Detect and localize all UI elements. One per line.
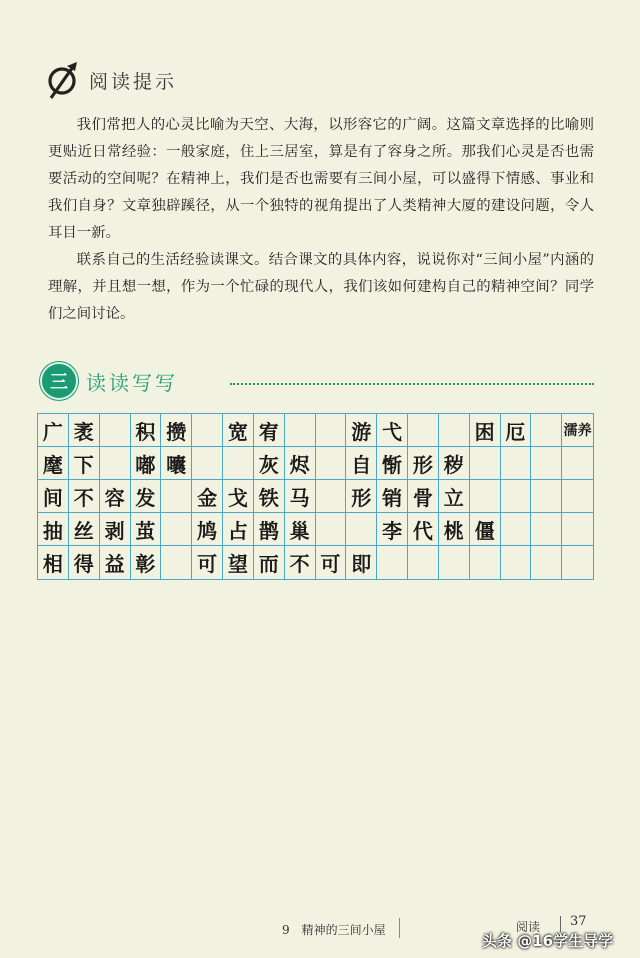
grid-cell: 濡养 bbox=[562, 414, 593, 447]
grid-cell bbox=[408, 414, 439, 447]
grid-cell: 容 bbox=[100, 480, 131, 513]
footer-divider bbox=[399, 918, 400, 938]
section-number-badge: 三 bbox=[40, 362, 78, 400]
grid-cell bbox=[501, 546, 532, 579]
grid-cell: 占 bbox=[223, 513, 254, 546]
reading-hint-paragraph-2: 联系自己的生活经验读课文。结合课文的具体内容，说说你对“三间小屋”内涵的理解，并且想一想，作为一个忙碌的现代人，我们该如何建构自己的精神空间？同学们之间讨论。 bbox=[48, 252, 594, 322]
reading-hint-title: 阅读提示 bbox=[89, 70, 178, 93]
grid-cell bbox=[316, 414, 347, 447]
grid-cell bbox=[562, 546, 593, 579]
grid-cell: 骨 bbox=[408, 480, 439, 513]
grid-cell: 宽 bbox=[223, 414, 254, 447]
grid-cell: 巢 bbox=[285, 513, 316, 546]
grid-cell bbox=[439, 414, 470, 447]
grid-cell: 不 bbox=[69, 480, 100, 513]
grid-cell: 相 bbox=[38, 546, 69, 579]
grid-cell: 得 bbox=[69, 546, 100, 579]
grid-cell bbox=[562, 513, 593, 546]
grid-cell: 发 bbox=[131, 480, 162, 513]
grid-cell: 益 bbox=[100, 546, 131, 579]
grid-cell: 广 bbox=[38, 414, 69, 447]
grid-cell: 立 bbox=[439, 480, 470, 513]
watermark: 头条 @16学生导学 bbox=[482, 932, 614, 950]
grid-cell: 下 bbox=[69, 447, 100, 480]
grid-cell bbox=[161, 513, 192, 546]
grid-cell: 可 bbox=[316, 546, 347, 579]
grid-cell: 自 bbox=[346, 447, 377, 480]
reading-hint-body bbox=[48, 112, 594, 328]
grid-cell bbox=[439, 546, 470, 579]
vocabulary-grid bbox=[37, 413, 594, 580]
grid-cell: 厄 bbox=[501, 414, 532, 447]
grid-cell: 铁 bbox=[254, 480, 285, 513]
grid-cell: 袤 bbox=[69, 414, 100, 447]
grid-cell: 金 bbox=[192, 480, 223, 513]
grid-cell: 麾 bbox=[38, 447, 69, 480]
section-divider bbox=[230, 383, 594, 385]
grid-cell: 秽 bbox=[439, 447, 470, 480]
grid-cell bbox=[377, 546, 408, 579]
grid-cell: 间 bbox=[38, 480, 69, 513]
grid-cell: 丝 bbox=[69, 513, 100, 546]
grid-cell: 桃 bbox=[439, 513, 470, 546]
grid-cell: 嘟 bbox=[131, 447, 162, 480]
grid-cell: 困 bbox=[470, 414, 501, 447]
grid-cell bbox=[161, 480, 192, 513]
grid-cell: 茧 bbox=[131, 513, 162, 546]
read-write-header bbox=[40, 362, 178, 400]
grid-cell: 戈 bbox=[223, 480, 254, 513]
grid-cell: 即 bbox=[346, 546, 377, 579]
grid-cell: 彰 bbox=[131, 546, 162, 579]
grid-cell: 马 bbox=[285, 480, 316, 513]
grid-cell: 代 bbox=[408, 513, 439, 546]
footer-lesson-title: 9 精神的三间小屋 bbox=[282, 923, 386, 937]
footer-section-label: 阅读 bbox=[516, 920, 541, 934]
grid-cell bbox=[161, 546, 192, 579]
grid-cell: 囔 bbox=[161, 447, 192, 480]
grid-cell bbox=[562, 480, 593, 513]
grid-cell bbox=[192, 414, 223, 447]
reading-hint-icon bbox=[45, 60, 81, 100]
grid-cell: 攒 bbox=[161, 414, 192, 447]
grid-cell bbox=[285, 414, 316, 447]
grid-cell: 形 bbox=[408, 447, 439, 480]
grid-cell bbox=[501, 513, 532, 546]
grid-cell: 而 bbox=[254, 546, 285, 579]
grid-cell bbox=[223, 447, 254, 480]
grid-cell bbox=[531, 480, 562, 513]
page-number: 37 bbox=[570, 914, 587, 929]
grid-cell bbox=[316, 447, 347, 480]
grid-cell: 抽 bbox=[38, 513, 69, 546]
grid-cell bbox=[470, 480, 501, 513]
grid-cell bbox=[470, 447, 501, 480]
grid-cell: 烬 bbox=[285, 447, 316, 480]
grid-cell: 不 bbox=[285, 546, 316, 579]
grid-cell bbox=[100, 447, 131, 480]
grid-cell bbox=[531, 546, 562, 579]
grid-cell bbox=[100, 414, 131, 447]
grid-cell: 剥 bbox=[100, 513, 131, 546]
grid-cell: 形 bbox=[346, 480, 377, 513]
grid-cell: 惭 bbox=[377, 447, 408, 480]
grid-cell bbox=[531, 513, 562, 546]
grid-cell bbox=[316, 513, 347, 546]
grid-cell: 鸠 bbox=[192, 513, 223, 546]
grid-cell bbox=[531, 414, 562, 447]
grid-cell: 灰 bbox=[254, 447, 285, 480]
grid-cell bbox=[408, 546, 439, 579]
grid-cell: 销 bbox=[377, 480, 408, 513]
grid-cell bbox=[531, 447, 562, 480]
grid-cell bbox=[501, 480, 532, 513]
grid-cell: 望 bbox=[223, 546, 254, 579]
grid-cell: 游 bbox=[346, 414, 377, 447]
grid-cell bbox=[316, 480, 347, 513]
grid-cell bbox=[562, 447, 593, 480]
grid-cell bbox=[192, 447, 223, 480]
reading-hint-header bbox=[45, 60, 177, 100]
grid-cell: 可 bbox=[192, 546, 223, 579]
grid-cell: 鹊 bbox=[254, 513, 285, 546]
grid-cell: 弋 bbox=[377, 414, 408, 447]
grid-cell: 僵 bbox=[470, 513, 501, 546]
grid-cell: 宥 bbox=[254, 414, 285, 447]
reading-hint-paragraph-1: 我们常把人的心灵比喻为天空、大海，以形容它的广阔。这篇文章选择的比喻则更贴近日常经验：一般家庭，住上三居室，算是有了容身之所。那我们心灵是否也需要活动的空间呢？在精神上，我们是否也需要有三间小屋，可以盛得下情感、事业和我们自身？文章独辟蹊径，从一个独特的视角提出了人类精神大厦的建设问题，令人耳目一新。 bbox=[48, 117, 594, 241]
grid-cell: 积 bbox=[131, 414, 162, 447]
grid-cell bbox=[346, 513, 377, 546]
grid-cell bbox=[501, 447, 532, 480]
grid-cell bbox=[470, 546, 501, 579]
read-write-title: 读读写写 bbox=[86, 370, 178, 395]
grid-cell: 李 bbox=[377, 513, 408, 546]
